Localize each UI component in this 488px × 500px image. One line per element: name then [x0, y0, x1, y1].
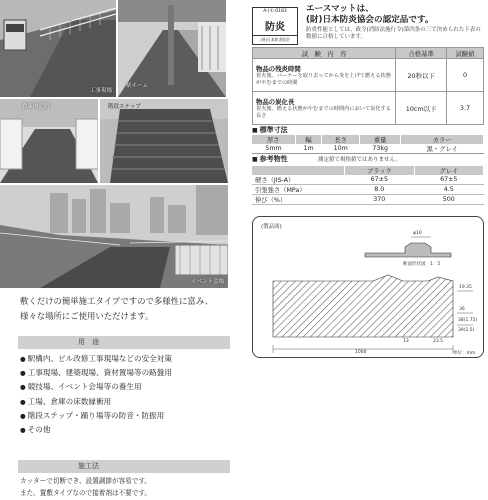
standard-size-table: [252, 135, 484, 154]
photo-caption: 駅ホーム: [126, 83, 149, 89]
table-header: [252, 166, 345, 175]
table-header: 幅: [295, 135, 322, 144]
photo-stair-steps: [100, 99, 228, 183]
drawing-section-label: 断面形状図 1：5: [403, 262, 441, 267]
list-item: ● 工事現場、建築現場、資材置場等の路盤用: [20, 366, 172, 380]
table-header: グレイ: [414, 166, 483, 175]
table-row: 伸び（%） 370 500: [252, 195, 484, 205]
drawing-dim-width: 1000: [355, 350, 367, 355]
photo-warehouse-aisle: [0, 99, 98, 183]
fire-test-table: [252, 47, 484, 125]
drawing-dim: 19.35: [459, 285, 472, 290]
certification-title: エースマットは、 (財)日本防炎協会の認定品です。: [306, 4, 434, 25]
table-header: 合格基準: [396, 48, 447, 59]
drawing-dim: 39(1.5): [458, 328, 475, 333]
photo-caption: 倉庫内通路: [22, 104, 50, 110]
properties-note: 測定値で規格値ではありません。: [318, 157, 401, 163]
photo-event-venue: [0, 185, 228, 288]
drawing-dim: 13: [403, 339, 409, 344]
table-header: 試験値: [447, 48, 484, 59]
standard-size-title: ■ 標準寸法: [252, 125, 288, 135]
drawing-dim: 23.5: [433, 339, 444, 344]
fire-retardant-badge: A-(①-0183 防炎 (財)日本防炎協会: [252, 7, 298, 45]
table-row: 引張強さ（MPa） 8.0 4.5: [252, 185, 484, 195]
photo-caption: 工事現場: [89, 88, 112, 94]
table-header: 長さ: [322, 135, 359, 144]
section-profile: [365, 237, 451, 257]
table-header: カラー: [401, 135, 484, 144]
table-header: ブラック: [345, 166, 414, 175]
drawing-dim: 36: [459, 307, 465, 312]
table-row: 物品の炭化長 着火後、燃える状態がやむまでの時間内において炭化する長さ 10cm以下 3.7: [253, 92, 484, 125]
table-header: 試 験 内 容: [253, 48, 396, 59]
usage-header: 用 途: [18, 336, 230, 349]
method-text: カッターで切断でき、設置調節が容易です。 また、置敷タイプなので接着剤は不要です。: [20, 477, 152, 497]
table-header: 厚さ: [252, 135, 295, 144]
product-drawing-svg: [253, 217, 485, 359]
drawing-unit: 単位：mm: [453, 351, 476, 356]
certification-note: 防炎性能としては、政令(消防法施行令)第四条の三で決められた下表の数値に合格しています。: [306, 27, 481, 40]
table-row: 5mm 1m 10m 73kg 黒・グレイ: [252, 144, 484, 154]
drawing-title: (製品図): [261, 224, 282, 230]
properties-table: [252, 166, 484, 205]
table-row: 硬さ（JIS-A） 67±5 67±5: [252, 175, 484, 185]
properties-title: ■ 参考物性: [252, 154, 288, 164]
intro-text: 敷くだけの簡単施工タイプですので多様性に富み、様々な場所にご使用いただけます。: [20, 296, 213, 321]
drawing-dim-top: φ10: [413, 231, 422, 236]
photo-station-platform: [118, 0, 226, 97]
list-item: ● 競技場、イベント会場等の養生用: [20, 380, 172, 394]
list-item: ● 階段ステップ・踊り場等の防音・防振用: [20, 409, 172, 423]
method-header: 施工法: [18, 460, 230, 473]
product-drawing: [252, 216, 484, 358]
photo-caption: イベント会場: [190, 279, 224, 285]
usage-list: [20, 352, 172, 437]
list-item: ● その他: [20, 423, 172, 437]
drawing-dim: 38(1.75): [458, 318, 478, 323]
table-row: 物品の残炎時間 着火後、バーナーを取り去ってから炎を上げて燃える状態がやむまでの時間 20秒以下 0: [253, 59, 484, 92]
photo-construction-site: [0, 0, 116, 97]
photo-caption: 階段ステップ: [108, 104, 141, 110]
list-item: ● 駅構内、ビル改修工事現場などの安全対策: [20, 352, 172, 366]
table-header: 重量: [359, 135, 400, 144]
list-item: ● 工場、倉庫の床数縁衝用: [20, 395, 172, 409]
